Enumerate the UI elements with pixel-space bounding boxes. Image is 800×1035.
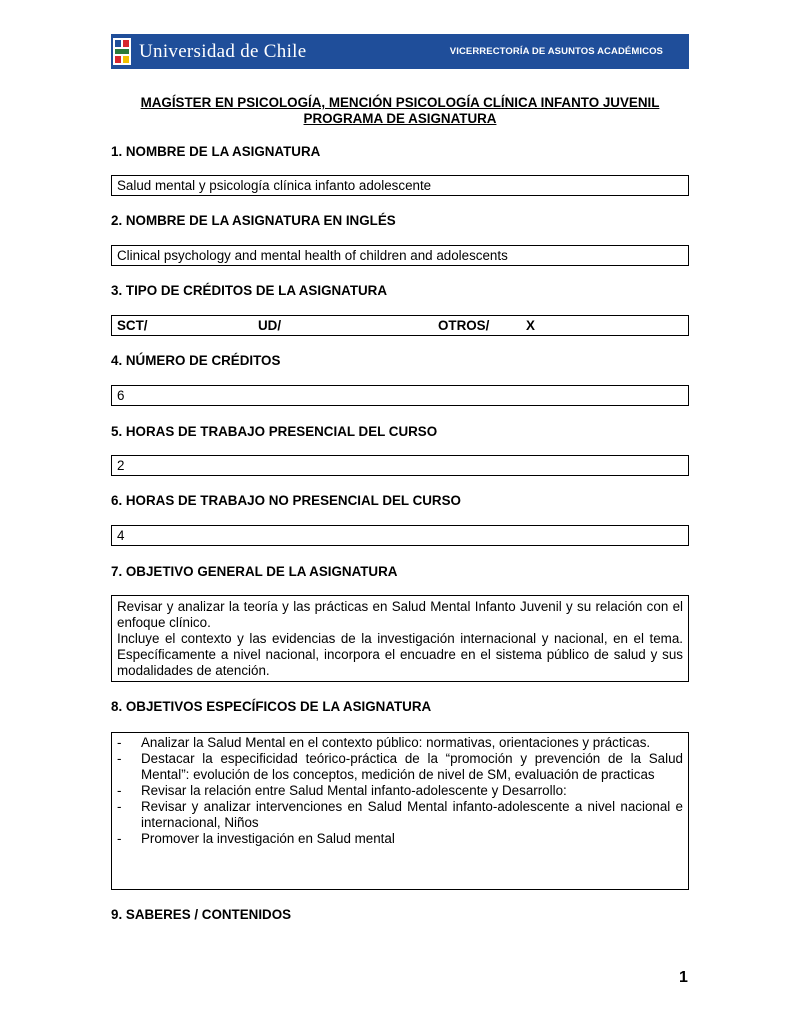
program-title: MAGÍSTER EN PSICOLOGÍA, MENCIÓN PSICOLOGÍA CLÍNICA INFANTO JUVENIL: [140, 95, 660, 110]
section-5-box: [111, 455, 689, 476]
credit-sct-label: SCT/: [117, 318, 148, 333]
section-6-heading: 6. HORAS DE TRABAJO NO PRESENCIAL DEL CURSO: [111, 493, 461, 508]
university-crest-icon: [113, 38, 131, 65]
list-item: [117, 831, 683, 847]
section-3-heading: 3. TIPO DE CRÉDITOS DE LA ASIGNATURA: [111, 283, 388, 298]
list-item: [117, 799, 683, 831]
specific-objective-text: Promover la investigación en Salud mental: [141, 831, 395, 846]
section-8-heading: 8. OBJETIVOS ESPECÍFICOS DE LA ASIGNATURA: [111, 699, 432, 714]
specific-objective-text: Destacar la especificidad teórico-práctica de la “promoción y prevención de la Salud Mental”: evolución de los conceptos, medición de nivel de SM, evaluación de practicas: [141, 751, 683, 782]
section-1-heading: 1. NOMBRE DE LA ASIGNATURA: [111, 144, 321, 159]
specific-objective-text: Revisar la relación entre Salud Mental infanto-adolescente y Desarrollo:: [141, 783, 567, 798]
section-3-box: [111, 315, 689, 336]
section-7-box: [111, 595, 689, 682]
bullet-dash: -: [117, 783, 122, 798]
list-item: [117, 735, 683, 751]
bullet-dash: -: [117, 735, 122, 750]
bullet-dash: -: [117, 831, 122, 846]
non-presential-hours-value: 4: [117, 528, 125, 543]
course-name-value: Salud mental y psicología clínica infanto adolescente: [117, 178, 432, 193]
section-6-box: [111, 525, 689, 546]
vicerrectoria-label: VICERRECTORÍA DE ASUNTOS ACADÉMICOS: [449, 46, 663, 57]
general-objective-paragraph-1: Revisar y analizar la teoría y las prácticas en Salud Mental Infanto Juvenil y su relación con el enfoque clínico.: [117, 599, 683, 630]
general-objective-paragraph-2: Incluye el contexto y las evidencias de la investigación internacional y nacional, en el tema. Específicamente a nivel nacional, incorpora el encuadre en el sistema público de salud y sus modalidades de atención.: [117, 631, 683, 678]
credit-mark: X: [526, 318, 535, 333]
section-4-heading: 4. NÚMERO DE CRÉDITOS: [111, 353, 281, 368]
credit-otros-label: OTROS/: [438, 318, 490, 333]
list-item: [117, 783, 683, 799]
list-item: [117, 751, 683, 783]
course-name-english-value: Clinical psychology and mental health of children and adolescents: [117, 248, 508, 263]
section-8-box: [111, 732, 689, 890]
specific-objective-text: Revisar y analizar intervenciones en Salud Mental infanto-adolescente a nivel nacional e internacional, Niños: [141, 799, 683, 830]
bullet-dash: -: [117, 799, 122, 814]
bullet-dash: -: [117, 751, 122, 766]
section-4-box: [111, 385, 689, 406]
presential-hours-value: 2: [117, 458, 125, 473]
section-2-heading: 2. NOMBRE DE LA ASIGNATURA EN INGLÉS: [111, 213, 396, 228]
page-number: 1: [679, 969, 688, 986]
credits-number-value: 6: [117, 388, 125, 403]
specific-objective-text: Analizar la Salud Mental en el contexto público: normativas, orientaciones y prácticas.: [141, 735, 651, 750]
credit-ud-label: UD/: [258, 318, 282, 333]
section-9-heading: 9. SABERES / CONTENIDOS: [111, 907, 292, 922]
header-banner: [111, 34, 689, 69]
program-subtitle: PROGRAMA DE ASIGNATURA: [303, 111, 497, 126]
section-7-heading: 7. OBJETIVO GENERAL DE LA ASIGNATURA: [111, 564, 398, 579]
section-2-box: [111, 245, 689, 266]
university-name: Universidad de Chile: [139, 41, 307, 62]
section-1-box: [111, 175, 689, 196]
section-5-heading: 5. HORAS DE TRABAJO PRESENCIAL DEL CURSO: [111, 424, 438, 439]
